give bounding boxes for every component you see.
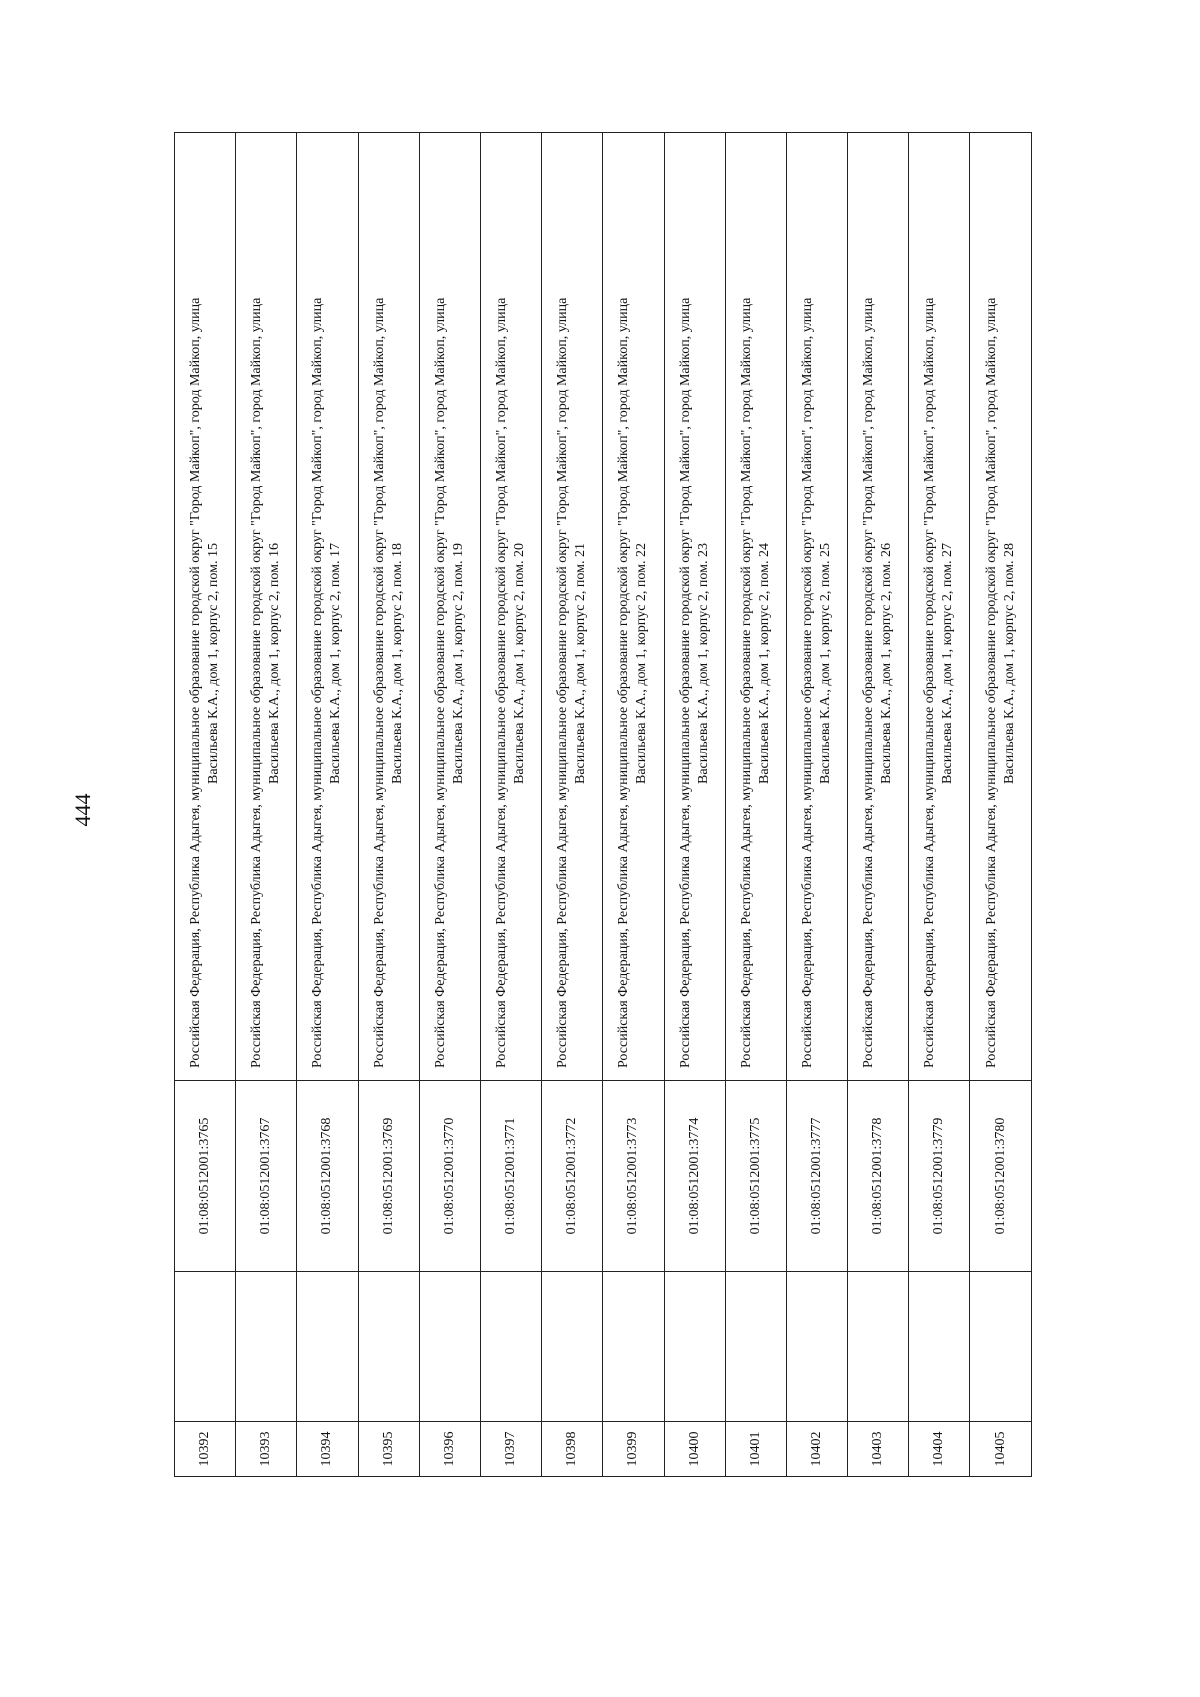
address-line-1: Российская Федерация, Республика Адыгея, муниципальное образование городской округ "Город Майкоп", город Майкоп, улица	[432, 297, 448, 1068]
address-line-1: Российская Федерация, Республика Адыгея, муниципальное образование городской округ "Город Майкоп", город Майкоп, улица	[310, 297, 326, 1068]
address-line-2: Васильева К.А., дом 1, корпус 2, пом. 22	[634, 542, 650, 785]
address-line-2: Васильева К.А., дом 1, корпус 2, пом. 16	[267, 542, 283, 785]
table-row	[358, 133, 419, 1477]
row-number-cell: 10392	[175, 1422, 236, 1477]
address-cell	[848, 133, 909, 1081]
empty-cell	[848, 1272, 909, 1422]
address-line-2: Васильева К.А., дом 1, корпус 2, пом. 20	[512, 542, 528, 785]
address-cell	[419, 133, 480, 1081]
address-line-2: Васильева К.А., дом 1, корпус 2, пом. 24	[756, 542, 772, 785]
table-row	[848, 133, 909, 1477]
table-row	[175, 133, 236, 1477]
empty-cell	[542, 1272, 603, 1422]
row-number-cell: 10402	[786, 1422, 847, 1477]
cadastral-number-cell: 01:08:0512001:3773	[603, 1081, 664, 1272]
address-cell	[664, 133, 725, 1081]
address-line-1: Российская Федерация, Республика Адыгея, муниципальное образование городской округ "Город Майкоп", город Майкоп, улица	[677, 297, 693, 1068]
empty-cell	[909, 1272, 970, 1422]
address-cell	[358, 133, 419, 1081]
address-cell	[909, 133, 970, 1081]
row-number-cell: 10403	[848, 1422, 909, 1477]
table-row	[603, 133, 664, 1477]
cadastral-number-cell: 01:08:0512001:3767	[236, 1081, 297, 1272]
address-line-1: Российская Федерация, Республика Адыгея, муниципальное образование городской округ "Город Майкоп", город Майкоп, улица	[555, 297, 571, 1068]
table-row	[236, 133, 297, 1477]
empty-cell	[419, 1272, 480, 1422]
address-cell	[970, 133, 1031, 1081]
row-number-cell: 10395	[358, 1422, 419, 1477]
cadastral-number-cell: 01:08:0512001:3771	[480, 1081, 541, 1272]
table-row	[419, 133, 480, 1477]
table-row	[909, 133, 970, 1477]
address-line-1: Российская Федерация, Республика Адыгея, муниципальное образование городской округ "Город Майкоп", город Майкоп, улица	[922, 297, 938, 1068]
empty-cell	[664, 1272, 725, 1422]
table-row	[480, 133, 541, 1477]
address-line-2: Васильева К.А., дом 1, корпус 2, пом. 19	[450, 542, 466, 785]
cadastral-number-cell: 01:08:0512001:3765	[175, 1081, 236, 1272]
address-line-1: Российская Федерация, Республика Адыгея, муниципальное образование городской округ "Город Майкоп", город Майкоп, улица	[371, 297, 387, 1068]
row-number-cell: 10398	[542, 1422, 603, 1477]
cadastral-number-cell: 01:08:0512001:3775	[725, 1081, 786, 1272]
row-number-cell: 10397	[480, 1422, 541, 1477]
table-row	[297, 133, 358, 1477]
address-line-1: Российская Федерация, Республика Адыгея, муниципальное образование городской округ "Город Майкоп", город Майкоп, улица	[616, 297, 632, 1068]
cadastral-number-cell: 01:08:0512001:3779	[909, 1081, 970, 1272]
empty-cell	[725, 1272, 786, 1422]
table-row	[542, 133, 603, 1477]
address-cell	[297, 133, 358, 1081]
address-line-1: Российская Федерация, Республика Адыгея, муниципальное образование городской округ "Город Майкоп", город Майкоп, улица	[738, 297, 754, 1068]
row-number-cell: 10401	[725, 1422, 786, 1477]
address-line-2: Васильева К.А., дом 1, корпус 2, пом. 21	[573, 542, 589, 785]
address-line-2: Васильева К.А., дом 1, корпус 2, пом. 17	[328, 542, 344, 785]
cadastral-number-cell: 01:08:0512001:3774	[664, 1081, 725, 1272]
empty-cell	[603, 1272, 664, 1422]
table-row	[970, 133, 1031, 1477]
address-line-2: Васильева К.А., дом 1, корпус 2, пом. 23	[695, 542, 711, 785]
address-cell	[236, 133, 297, 1081]
cadastral-number-cell: 01:08:0512001:3777	[786, 1081, 847, 1272]
address-cell	[725, 133, 786, 1081]
address-line-1: Российская Федерация, Республика Адыгея, муниципальное образование городской округ "Город Майкоп", город Майкоп, улица	[249, 297, 265, 1068]
property-table	[174, 132, 1032, 1477]
address-cell	[175, 133, 236, 1081]
empty-cell	[236, 1272, 297, 1422]
address-cell	[786, 133, 847, 1081]
address-line-1: Российская Федерация, Республика Адыгея, муниципальное образование городской округ "Город Майкоп", город Майкоп, улица	[188, 297, 204, 1068]
empty-cell	[297, 1272, 358, 1422]
empty-cell	[480, 1272, 541, 1422]
row-number-cell: 10399	[603, 1422, 664, 1477]
empty-cell	[175, 1272, 236, 1422]
address-line-2: Васильева К.А., дом 1, корпус 2, пом. 28	[1001, 542, 1017, 785]
property-table-body	[175, 133, 1032, 1477]
cadastral-number-cell: 01:08:0512001:3770	[419, 1081, 480, 1272]
address-line-2: Васильева К.А., дом 1, корпус 2, пом. 26	[879, 542, 895, 785]
table-row	[725, 133, 786, 1477]
address-line-2: Васильева К.А., дом 1, корпус 2, пом. 27	[940, 542, 956, 785]
cadastral-number-cell: 01:08:0512001:3772	[542, 1081, 603, 1272]
cadastral-number-cell: 01:08:0512001:3778	[848, 1081, 909, 1272]
row-number-cell: 10400	[664, 1422, 725, 1477]
address-line-1: Российская Федерация, Республика Адыгея, муниципальное образование городской округ "Город Майкоп", город Майкоп, улица	[494, 297, 510, 1068]
cadastral-number-cell: 01:08:0512001:3780	[970, 1081, 1031, 1272]
row-number-cell: 10394	[297, 1422, 358, 1477]
address-line-1: Российская Федерация, Республика Адыгея, муниципальное образование городской округ "Город Майкоп", город Майкоп, улица	[799, 297, 815, 1068]
empty-cell	[786, 1272, 847, 1422]
address-cell	[542, 133, 603, 1081]
address-line-2: Васильева К.А., дом 1, корпус 2, пом. 15	[206, 542, 222, 785]
row-number-cell: 10405	[970, 1422, 1031, 1477]
row-number-cell: 10393	[236, 1422, 297, 1477]
address-line-1: Российская Федерация, Республика Адыгея, муниципальное образование городской округ "Город Майкоп", город Майкоп, улица	[983, 297, 999, 1068]
page-number: 444	[70, 793, 95, 827]
address-line-2: Васильева К.А., дом 1, корпус 2, пом. 18	[389, 542, 405, 785]
address-line-2: Васильева К.А., дом 1, корпус 2, пом. 25	[817, 542, 833, 785]
table-row	[664, 133, 725, 1477]
cadastral-number-cell: 01:08:0512001:3768	[297, 1081, 358, 1272]
address-line-1: Российская Федерация, Республика Адыгея, муниципальное образование городской округ "Город Майкоп", город Майкоп, улица	[861, 297, 877, 1068]
table-row	[786, 133, 847, 1477]
empty-cell	[358, 1272, 419, 1422]
address-cell	[603, 133, 664, 1081]
empty-cell	[970, 1272, 1031, 1422]
row-number-cell: 10404	[909, 1422, 970, 1477]
address-cell	[480, 133, 541, 1081]
cadastral-number-cell: 01:08:0512001:3769	[358, 1081, 419, 1272]
row-number-cell: 10396	[419, 1422, 480, 1477]
